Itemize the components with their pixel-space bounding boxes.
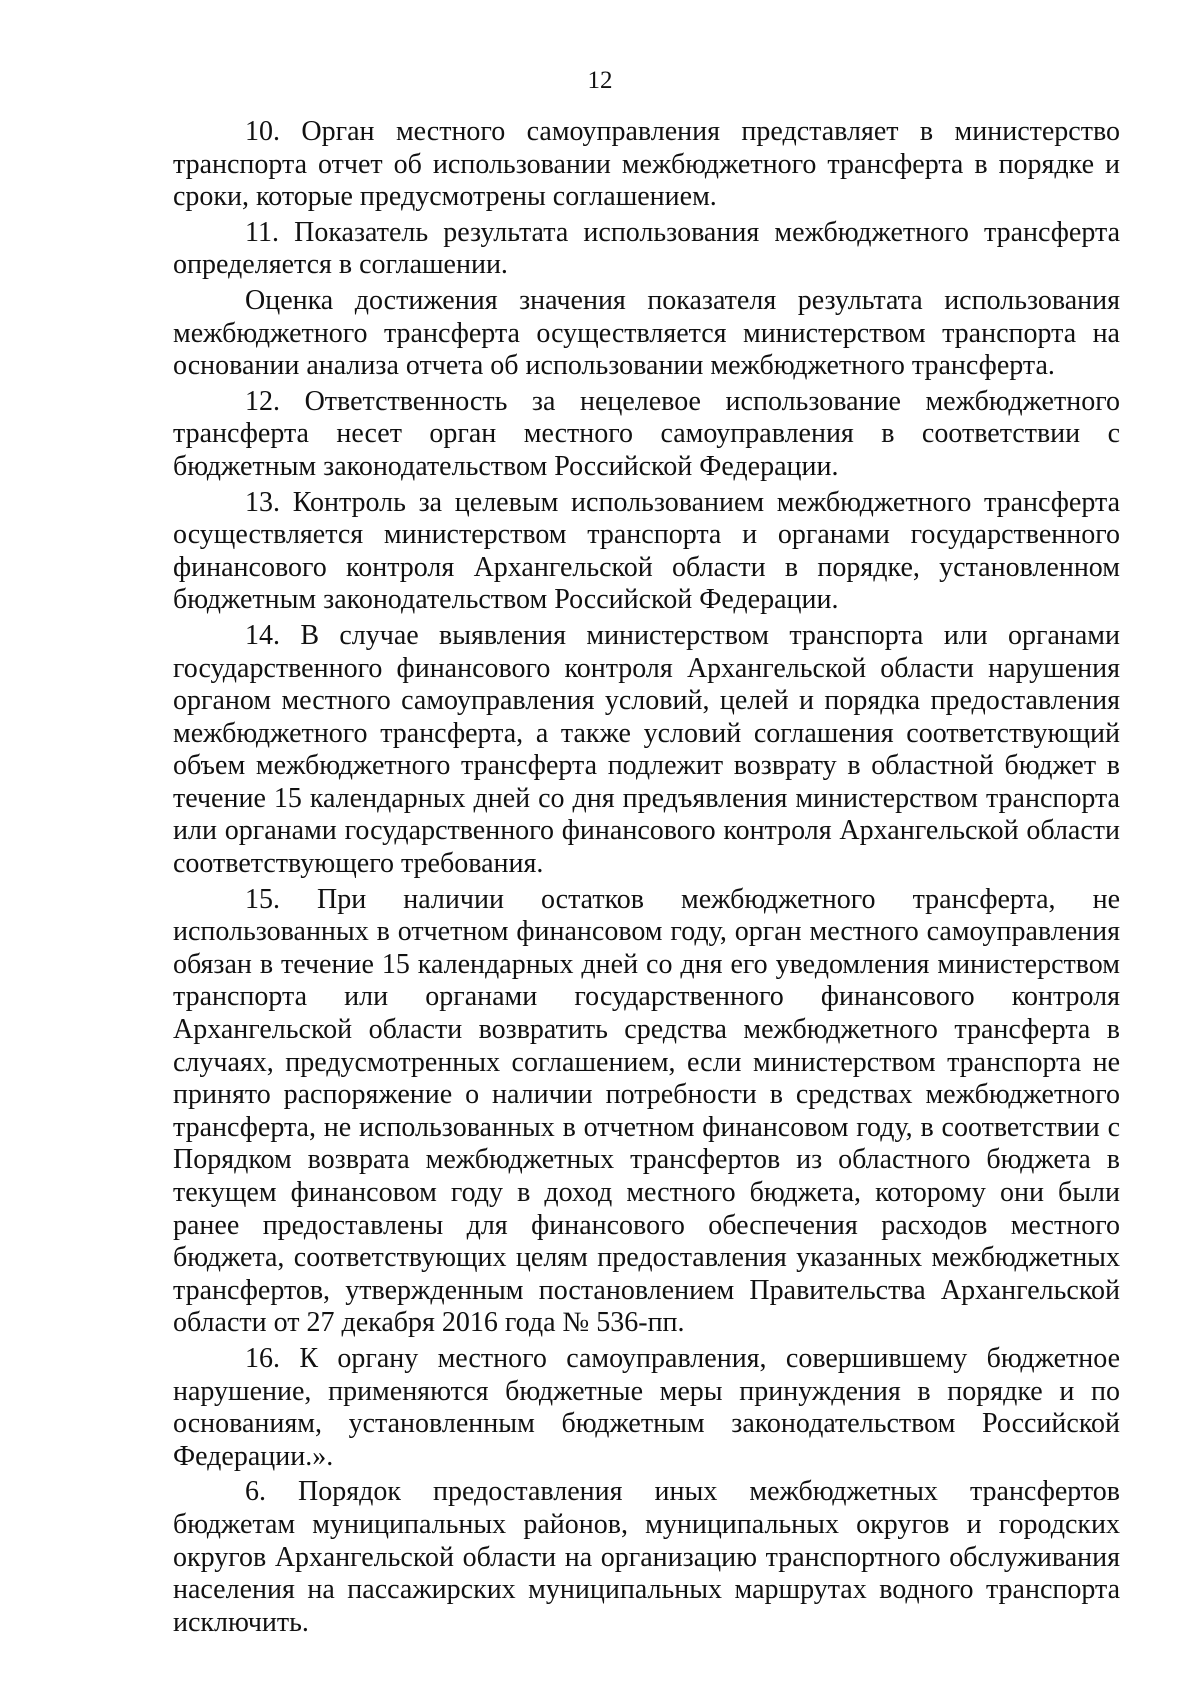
paragraph-item-15: 15. При наличии остатков межбюджетного трансферта, не использованных в отчетном финансовом году, орган местного самоуправления обязан в течение 15 календарных дней со дня его уведомления министерством транспорта или органами государственного финансового контроля Архангельской области возвратить средства межбюджетного трансферта в случаях, предусмотренных соглашением, если министерством транспорта не принято распоряжение о наличии потребности в средствах межбюджетного трансферта, не использованных в отчетном финансовом году, в соответствии с Порядком возврата межбюджетных трансфертов из областного бюджета в текущем финансовом году в доход местного бюджета, которому они были ранее предоставлены для финансового обеспечения расходов местного бюджета, соответствующих целям предоставления указанных межбюджетных трансфертов, утвержденным постановлением Правительства Архангельской области от 27 декабря 2016 года № 536-пп. [173, 883, 1120, 1339]
page-number: 12 [587, 67, 613, 94]
paragraph-evaluation: Оценка достижения значения показателя результата использования межбюджетного трансферта осуществляется министерством транспорта на основании анализа отчета об использовании межбюджетного трансферта. [173, 284, 1120, 382]
document-body [173, 116, 1120, 1642]
paragraph-item-10: 10. Орган местного самоуправления представляет в министерство транспорта отчет об использовании межбюджетного трансферта в порядке и сроки, которые предусмотрены соглашением. [173, 116, 1120, 213]
paragraph-item-13: 13. Контроль за целевым использованием межбюджетного трансферта осуществляется министерством транспорта и органами государственного финансового контроля Архангельской области в порядке, установленном бюджетным законодательством Российской Федерации. [173, 486, 1120, 616]
paragraph-item-14: 14. В случае выявления министерством транспорта или органами государственного финансового контроля Архангельской области нарушения органом местного самоуправления условий, целей и порядка предоставления межбюджетного трансферта, а также условий соглашения соответствующий объем межбюджетного трансферта подлежит возврату в областной бюджет в течение 15 календарных дней со дня предъявления министерством транспорта или органами государственного финансового контроля Архангельской области соответствующего требования. [173, 619, 1120, 880]
paragraph-item-16: 16. К органу местного самоуправления, совершившему бюджетное нарушение, применяются бюджетные меры принуждения в порядке и по основаниям, установленным бюджетным законодательством Российской Федерации.». [173, 1342, 1120, 1472]
paragraph-item-11: 11. Показатель результата использования межбюджетного трансферта определяется в соглашении. [173, 216, 1120, 281]
paragraph-item-12: 12. Ответственность за нецелевое использование межбюджетного трансферта несет орган местного самоуправления в соответствии с бюджетным законодательством Российской Федерации. [173, 385, 1120, 482]
paragraph-item-6: 6. Порядок предоставления иных межбюджетных трансфертов бюджетам муниципальных районов, муниципальных округов и городских округов Архангельской области на организацию транспортного обслуживания населения на пассажирских муниципальных маршрутах водного транспорта исключить. [173, 1476, 1120, 1638]
